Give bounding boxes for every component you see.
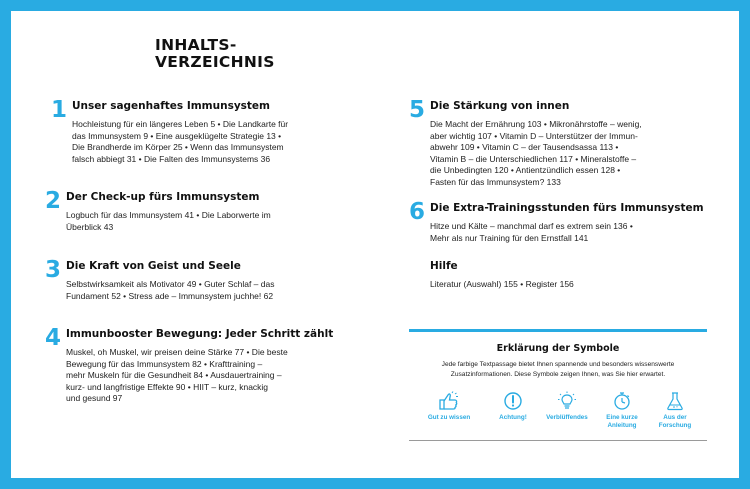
lab-flask-icon xyxy=(665,391,685,411)
symbol-research xyxy=(649,391,701,430)
chapter-entries xyxy=(66,210,271,233)
page-title-line-1: INHALTS- xyxy=(155,36,237,54)
entry-line: Fundament 52 • Stress ade – Immunsystem juchhe! 62 xyxy=(66,290,274,301)
lightbulb-icon xyxy=(556,391,578,411)
chapter-number: 2 xyxy=(45,188,62,214)
legend-text xyxy=(409,360,707,380)
exclamation-icon xyxy=(503,391,523,411)
symbol-astonishing xyxy=(541,391,593,422)
symbol-label: Eine kurze xyxy=(606,414,638,421)
symbol-label: Anleitung xyxy=(607,422,637,429)
chapter-title: Hilfe xyxy=(430,260,458,272)
entry-line: das Immunsystem 9 • Eine ausgeklügelte Strategie 13 • xyxy=(72,130,282,141)
entry-line: die Unbedingten 120 • Antientzündlich essen 128 • xyxy=(430,165,621,175)
chapter-number: 4 xyxy=(45,325,62,351)
legend-text-line: Zusatzinformationen. Diese Symbole zeigen Ihnen, was Sie hier erwartet. xyxy=(450,371,666,378)
entry-line: mehr Muskeln für die Gesundheit 84 • Ausdauertraining – xyxy=(66,370,282,380)
stopwatch-icon xyxy=(612,391,632,411)
entry-line: aber wichtig 107 • Vitamin D – Unterstützer der Immun- xyxy=(430,130,638,141)
page-title xyxy=(155,37,275,71)
entry-line: abwehr 109 • Vitamin C – der Tausendsassa 113 • xyxy=(430,142,619,152)
chapter-title: Immunbooster Bewegung: Jeder Schritt zählt xyxy=(66,328,334,340)
chapter-title: Die Stärkung von innen xyxy=(430,100,570,112)
chapter-entries xyxy=(430,279,574,291)
toc-page xyxy=(11,11,739,478)
symbol-attention xyxy=(487,391,539,422)
thumbs-up-icon xyxy=(437,391,461,411)
chapter-entries xyxy=(66,347,288,405)
entry-line: Selbstwirksamkeit als Motivator 49 • Guter Schlaf – das xyxy=(66,279,275,289)
entry-line: Logbuch für das Immunsystem 41 • Die Laborwerte im xyxy=(66,210,271,220)
chapter-title: Die Kraft von Geist und Seele xyxy=(66,260,241,272)
entry-line: Vitamin B – die Unterschiedlichen 117 • Mineralstoffe – xyxy=(430,153,637,164)
symbol-label: Achtung! xyxy=(499,414,527,421)
chapter-number: 5 xyxy=(409,97,426,123)
symbol-label: Aus der xyxy=(663,414,687,421)
legend-title: Erklärung der Symbole xyxy=(496,343,620,354)
symbol-label: Forschung xyxy=(658,422,692,429)
entry-line: falsch abbiegt 31 • Die Falten des Immunsystems 36 xyxy=(72,153,271,164)
entry-line: Bewegung für das Immunsystem 82 • Krafttraining – xyxy=(66,358,263,369)
symbol-label: Verblüffendes xyxy=(546,414,588,421)
chapter-number: 6 xyxy=(409,199,426,225)
entry-line: Die Macht der Ernährung 103 • Mikronährstoffe – wenig, xyxy=(430,119,642,129)
chapter-entries xyxy=(430,221,633,244)
chapter-title: Die Extra-Trainingsstunden fürs Immunsystem xyxy=(430,202,704,214)
legend-text-line: Jede farbige Textpassage bietet Ihnen spannende und besonders wissenswerte xyxy=(441,361,675,368)
chapter-title: Unser sagenhaftes Immunsystem xyxy=(72,100,270,112)
symbol-label: Gut zu wissen xyxy=(427,414,471,421)
chapter-number: 1 xyxy=(51,97,68,123)
symbol-short-guide xyxy=(596,391,648,430)
entry-line: Fasten für das Immunsystem? 133 xyxy=(430,176,561,187)
chapter-number: 3 xyxy=(45,257,62,283)
entry-line: Überblick 43 xyxy=(66,221,114,232)
entry-line: Mehr als nur Training für den Ernstfall 141 xyxy=(430,232,589,243)
symbol-good-to-know xyxy=(423,391,475,422)
legend-bottom-rule xyxy=(409,440,707,441)
legend-top-rule xyxy=(409,329,707,332)
chapter-entries xyxy=(72,119,288,165)
entry-line: Die Brandherde im Körper 25 • Wenn das Immunsystem xyxy=(72,142,284,152)
entry-line: Muskel, oh Muskel, wir preisen deine Stärke 77 • Die beste xyxy=(66,347,288,357)
entry-line: Hochleistung für ein längeres Leben 5 • Die Landkarte für xyxy=(72,119,289,129)
entry-line: und gesund 97 xyxy=(66,393,123,403)
chapter-title: Der Check-up fürs Immunsystem xyxy=(66,191,260,203)
entry-line: Literatur (Auswahl) 155 • Register 156 xyxy=(430,279,574,289)
entry-line: Hitze und Kälte – manchmal darf es extrem sein 136 • xyxy=(430,221,633,231)
chapter-entries xyxy=(430,119,642,188)
chapter-entries xyxy=(66,279,274,302)
page-title-line-2: VERZEICHNIS xyxy=(155,53,275,71)
entry-line: kurz- und langfristige Effekte 90 • HIIT – kurz, knackig xyxy=(66,381,269,392)
